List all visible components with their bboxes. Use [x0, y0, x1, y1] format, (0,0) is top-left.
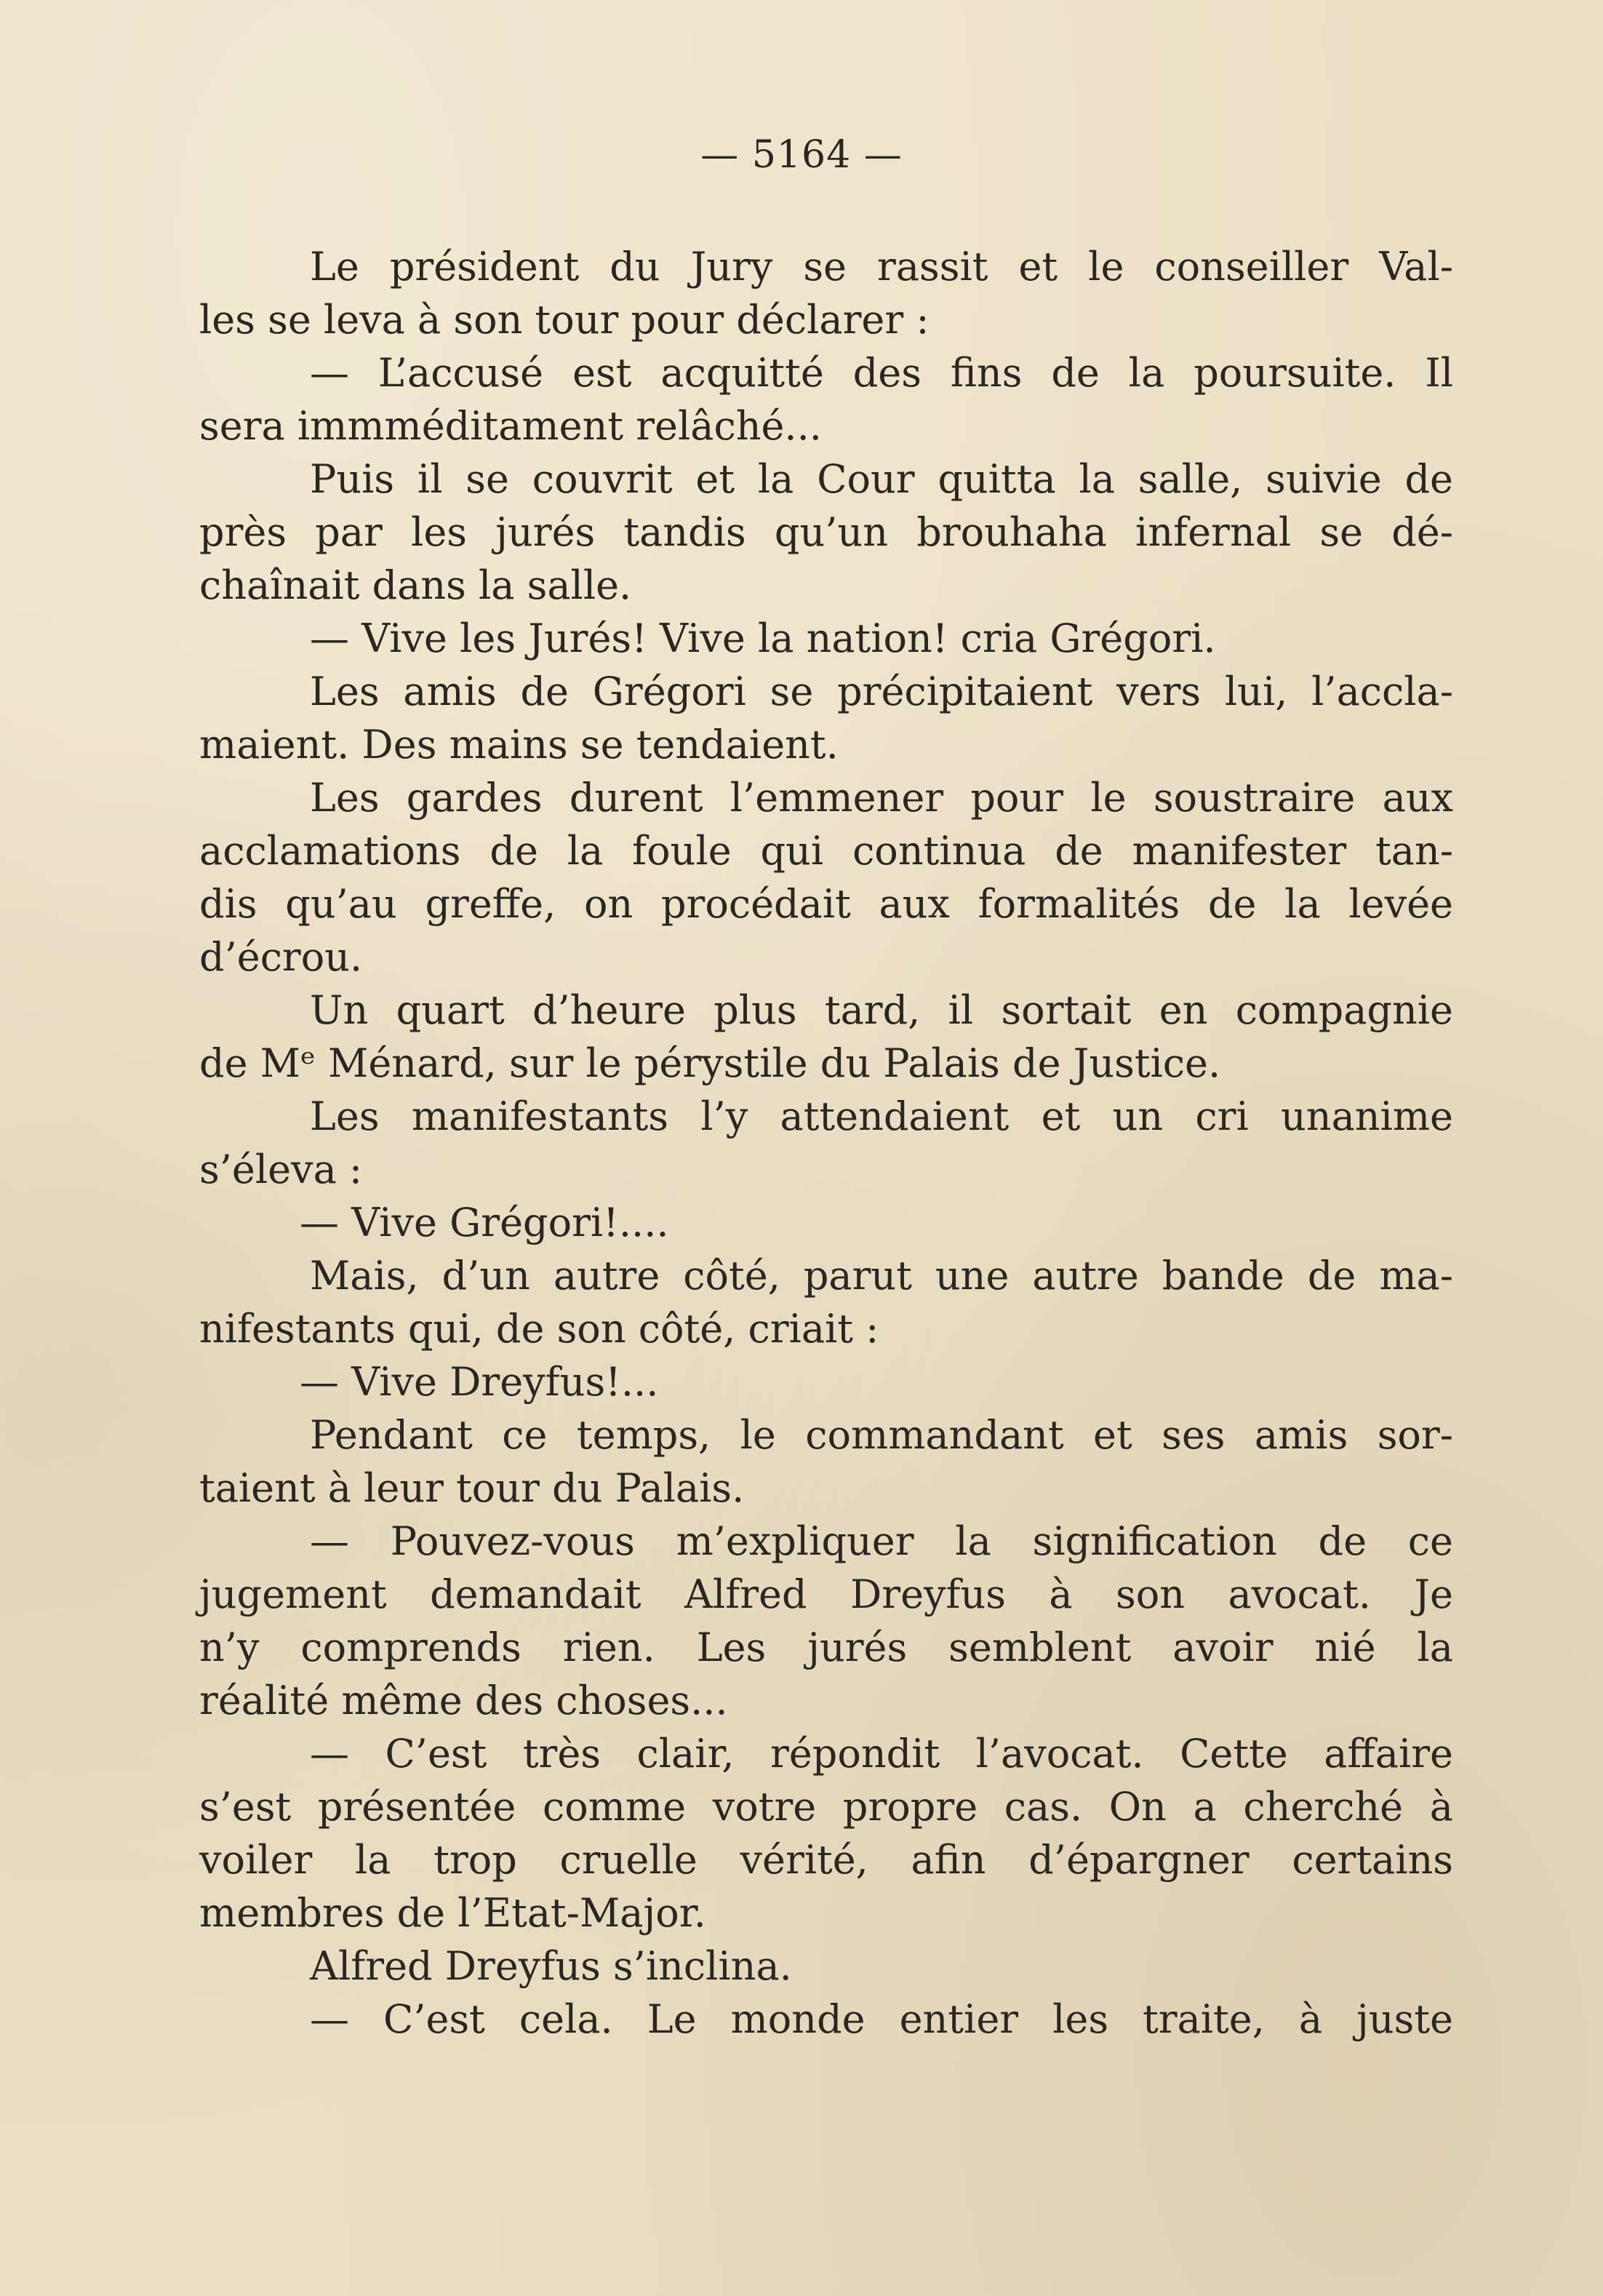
text-line: les se leva à son tour pour déclarer :: [199, 297, 930, 343]
text-line: voiler la trop cruelle vérité, afin d’épargner certains: [199, 1837, 1453, 1883]
text-line: Les manifestants l’y attendaient et un cri unanime: [310, 1093, 1453, 1139]
text-line: — Vive Grégori!....: [300, 1200, 669, 1245]
text-line: — Vive Dreyfus!...: [300, 1359, 659, 1405]
text-line: près par les jurés tandis qu’un brouhaha infernal se dé-: [199, 509, 1453, 555]
text-line: Un quart d’heure plus tard, il sortait en compagnie: [310, 987, 1453, 1033]
text-line: nifestants qui, de son côté, criait :: [199, 1306, 879, 1352]
text-line: Pendant ce temps, le commandant et ses amis sor-: [310, 1412, 1453, 1458]
text-line: acclamations de la foule qui continua de manifester tan-: [199, 828, 1453, 874]
text-line: chaînait dans la salle.: [199, 562, 632, 608]
page-number: — 5164 —: [700, 133, 903, 177]
text-line: d’écrou.: [199, 934, 363, 980]
text-line: Les amis de Grégori se précipitaient vers lui, l’accla-: [310, 669, 1453, 714]
text-line: de Mᵉ Ménard, sur le pérystile du Palais de Justice.: [199, 1040, 1221, 1086]
text-line: s’est présentée comme votre propre cas. On a cherché à: [199, 1784, 1453, 1830]
text-line: s’éleva :: [199, 1147, 363, 1192]
text-line: Alfred Dreyfus s’inclina.: [310, 1943, 792, 1989]
text-line: — Vive les Jurés! Vive la nation! cria Grégori.: [310, 615, 1216, 661]
text-line: maient. Des mains se tendaient.: [199, 722, 839, 768]
text-line: Le président du Jury se rassit et le conseiller Val-: [310, 244, 1453, 290]
text-line: dis qu’au greffe, on procédait aux formalités de la levée: [199, 881, 1453, 927]
text-line: sera immméditament relâché...: [199, 403, 822, 449]
text-line: membres de l’Etat-Major.: [199, 1890, 706, 1936]
text-line: — C’est cela. Le monde entier les traite, à juste: [310, 1996, 1453, 2042]
body-text: [199, 240, 1453, 2046]
text-line: n’y comprends rien. Les jurés semblent avoir nié la: [199, 1625, 1453, 1670]
text-line: — Pouvez-vous m’expliquer la signification de ce: [310, 1518, 1453, 1564]
text-line: Puis il se couvrit et la Cour quitta la salle, suivie de: [310, 456, 1453, 502]
text-line: Les gardes durent l’emmener pour le soustraire aux: [310, 775, 1453, 821]
text-line: Mais, d’un autre côté, parut une autre bande de ma-: [310, 1253, 1453, 1299]
text-line: — C’est très clair, répondit l’avocat. Cette affaire: [310, 1731, 1453, 1777]
text-line: réalité même des choses...: [199, 1678, 728, 1723]
text-line: jugement demandait Alfred Dreyfus à son avocat. Je: [199, 1571, 1453, 1617]
text-line: — L’accusé est acquitté des fins de la poursuite. Il: [310, 350, 1453, 396]
text-line: taient à leur tour du Palais.: [199, 1465, 745, 1511]
